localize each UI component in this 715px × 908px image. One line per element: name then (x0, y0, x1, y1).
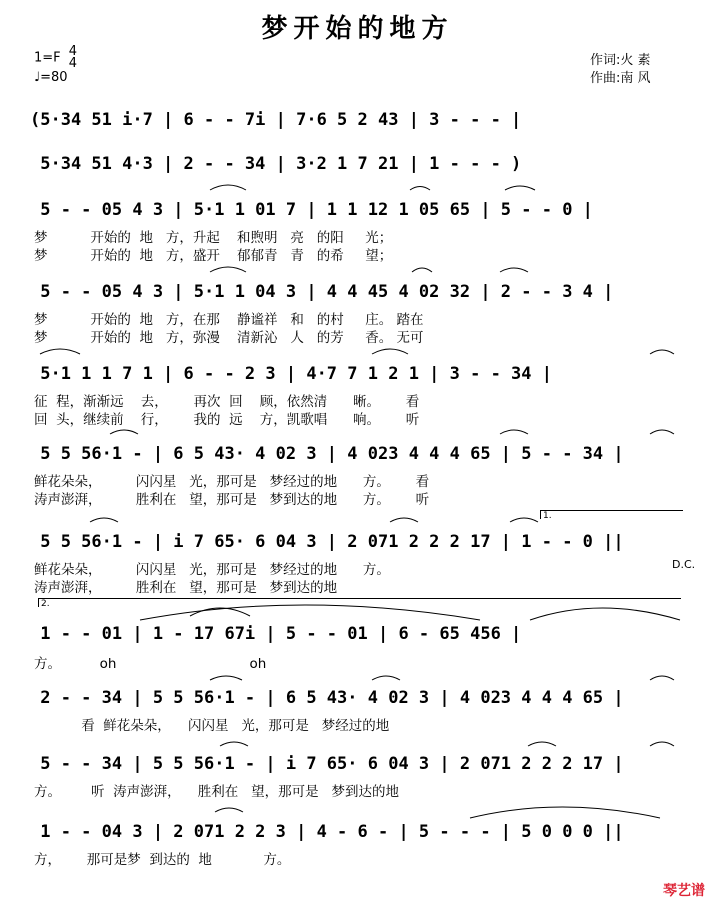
notes-line: (5·34 51 i·7 | 6 - - 7i | 7·6 5 2 43 | 3 - - - | (30, 110, 522, 130)
slur-arc (530, 608, 680, 620)
slur-arc (390, 518, 418, 522)
slur-arc (528, 742, 556, 746)
slur-arc (215, 808, 243, 812)
slur-arc (90, 518, 118, 522)
lyric-line: 看 鲜花朵朵， 闪闪星 光，那可是 梦经过的地 (34, 718, 390, 734)
lyric-line: 梦 开始的 地 方，在那 静谧祥 和 的村 庄。 踏在 (34, 312, 424, 328)
notes-line: 5·1 1 1 7 1 | 6 - - 2 3 | 4·7 7 1 2 1 | 3 - - 34 | (30, 364, 552, 384)
slur-arc (140, 605, 480, 620)
lyric-line: 方。 听 涛声澎湃， 胜利在 望，那可是 梦到达的地 (34, 784, 400, 800)
slur-arc (372, 349, 408, 354)
slur-arc (110, 430, 138, 434)
lyric-line: 方。 oh oh (34, 656, 267, 672)
slur-arc (412, 268, 432, 272)
slur-arc (500, 430, 528, 434)
slur-arc (650, 430, 674, 434)
lyric-line: 梦 开始的 地 方，弥漫 清新沁 人 的芳 香。 无可 (34, 330, 424, 346)
notes-line: 5 - - 05 4 3 | 5·1 1 04 3 | 4 4 45 4 02 32 | 2 - - 3 4 | (30, 282, 614, 302)
slur-arc (505, 186, 535, 190)
lyric-line: 鲜花朵朵， 闪闪星 光，那可是 梦经过的地 方。 看 (34, 474, 430, 490)
slur-arc (650, 350, 674, 354)
da-capo-mark: D.C. (672, 558, 696, 571)
song-title: 梦开始的地方 (261, 14, 454, 44)
notes-line: 5·34 51 4·3 | 2 - - 34 | 3·2 1 7 21 | 1 - - - ) (30, 154, 522, 174)
lyric-line: 方， 那可是梦 到达的 地 方。 (34, 852, 291, 868)
slur-arc (650, 676, 674, 680)
lyric-line: 回 头，继续前 行， 我的 远 方，凯歌唱 响。 听 (34, 412, 420, 428)
slur-arc (210, 267, 246, 272)
lyric-line: 鲜花朵朵， 闪闪星 光，那可是 梦经过的地 方。 (34, 562, 390, 578)
slur-arc (500, 268, 528, 272)
notes-line: 2 - - 34 | 5 5 56·1 - | 6 5 43· 4 02 3 | 4 023 4 4 4 65 | (30, 688, 624, 708)
notes-line: 1 - - 04 3 | 2 071 2 2 3 | 4 - 6 - | 5 - - - | 5 0 0 0 || (30, 822, 624, 842)
time-denominator: 4 (68, 56, 78, 71)
site-logo: 琴艺谱 (663, 883, 705, 899)
key-signature: 1=F (34, 50, 61, 66)
lyricist: 作词:火 素 (590, 53, 651, 68)
slur-arc (650, 742, 674, 746)
lyric-line: 涛声澎湃， 胜利在 望，那可是 梦到达的地 方。 听 (34, 492, 430, 508)
slur-arc (210, 185, 246, 190)
slur-arc (40, 349, 80, 354)
volta-2-bracket: 2. (38, 598, 681, 607)
notes-line: 1 - - 01 | 1 - 17 67i | 5 - - 01 | 6 - 65 456 | (30, 624, 522, 644)
time-numerator: 4 (68, 44, 78, 59)
slur-arc (220, 742, 248, 746)
slur-arc (470, 807, 660, 818)
tempo-mark: ♩=80 (34, 70, 68, 85)
lyric-line: 征 程，渐渐远 去， 再次 回 顾，依然清 晰。 看 (34, 394, 420, 410)
notes-line: 5 5 56·1 - | 6 5 43· 4 02 3 | 4 023 4 4 4 65 | 5 - - 34 | (30, 444, 624, 464)
composer: 作曲:南 风 (590, 71, 651, 86)
lyric-line: 梦 开始的 地 方，盛开 郁郁青 青 的希 望； (34, 248, 393, 264)
notes-line: 5 5 56·1 - | i 7 65· 6 04 3 | 2 071 2 2 2 17 | 1 - - 0 || (30, 532, 624, 552)
slur-arc (410, 187, 430, 191)
lyric-line: 涛声澎湃， 胜利在 望，那可是 梦到达的地 (34, 580, 338, 596)
slur-arc (372, 676, 400, 680)
volta-1-bracket: 1. (540, 510, 683, 519)
lyric-line: 梦 开始的 地 方，升起 和煦明 亮 的阳 光； (34, 230, 393, 246)
slur-arc (510, 518, 538, 522)
slur-arc (210, 676, 242, 680)
notes-line: 5 - - 34 | 5 5 56·1 - | i 7 65· 6 04 3 | 2 071 2 2 2 17 | (30, 754, 624, 774)
notes-line: 5 - - 05 4 3 | 5·1 1 01 7 | 1 1 12 1 05 65 | 5 - - 0 | (30, 200, 593, 220)
